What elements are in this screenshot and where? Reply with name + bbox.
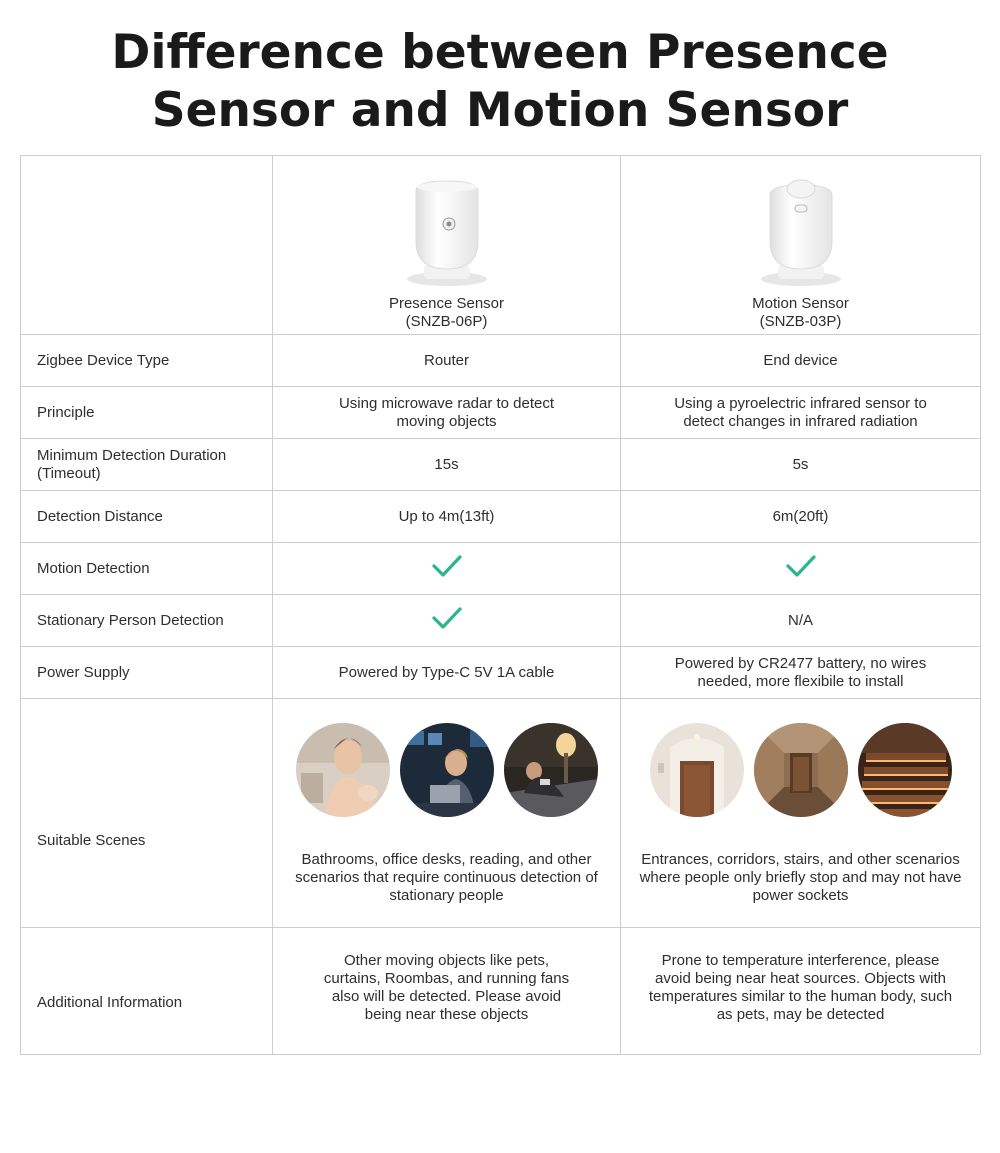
presence-zigbee-value: Router xyxy=(273,335,621,387)
table-row xyxy=(21,699,981,928)
presence-motion-detection-cell xyxy=(273,543,621,595)
table-header-row xyxy=(21,156,981,335)
reading-scene-image xyxy=(504,723,598,817)
check-icon xyxy=(431,553,463,579)
motion-scenes-value: Entrances, corridors, stairs, and other scenarios where people only briefly stop and may not have power sockets xyxy=(639,851,962,904)
motion-distance-value: 6m(20ft) xyxy=(621,491,981,543)
presence-scene-images xyxy=(273,723,620,817)
timeout-label-line-1: Minimum Detection Duration xyxy=(37,446,227,464)
presence-timeout-value: 15s xyxy=(273,439,621,491)
row-label-scenes: Suitable Scenes xyxy=(37,832,146,849)
motion-scene-images xyxy=(621,723,980,817)
motion-stationary-value: N/A xyxy=(621,595,981,647)
page-title xyxy=(0,24,1000,140)
office-desk-scene-image xyxy=(400,723,494,817)
motion-scenes-cell xyxy=(621,699,981,928)
row-label-scenes-cell xyxy=(21,699,273,928)
row-label-power: Power Supply xyxy=(21,647,273,699)
motion-sensor-model: (SNZB-03P) xyxy=(759,313,842,330)
presence-power-value: Powered by Type-C 5V 1A cable xyxy=(273,647,621,699)
comparison-table xyxy=(20,155,981,1055)
presence-stationary-cell xyxy=(273,595,621,647)
check-icon xyxy=(785,553,817,579)
row-label-additional: Additional Information xyxy=(37,994,183,1011)
row-label-zigbee: Zigbee Device Type xyxy=(21,335,273,387)
presence-sensor-name: Presence Sensor xyxy=(388,295,505,312)
table-row xyxy=(21,928,981,1055)
timeout-label-line-2: (Timeout) xyxy=(37,464,101,482)
entrance-scene-image xyxy=(650,723,744,817)
row-label-motion-detection: Motion Detection xyxy=(21,543,273,595)
row-label-distance: Detection Distance xyxy=(21,491,273,543)
row-label-timeout xyxy=(21,439,273,491)
presence-scenes-cell xyxy=(273,699,621,928)
motion-principle-value: Using a pyroelectric infrared sensor to detect changes in infrared radiation xyxy=(674,394,927,430)
motion-sensor-header xyxy=(621,156,981,335)
motion-power-value: Powered by CR2477 battery, no wires needed, more flexibile to install xyxy=(674,654,927,690)
presence-sensor-image xyxy=(402,179,492,289)
motion-zigbee-value: End device xyxy=(621,335,981,387)
table-row xyxy=(21,439,981,491)
check-icon xyxy=(431,605,463,631)
table-row xyxy=(21,595,981,647)
presence-scenes-value: Bathrooms, office desks, reading, and other scenarios that require continuous detection of stationary people xyxy=(295,851,598,904)
motion-additional-cell xyxy=(621,928,981,1055)
motion-sensor-image xyxy=(756,179,846,289)
motion-motion-detection-cell xyxy=(621,543,981,595)
row-label-principle: Principle xyxy=(21,387,273,439)
presence-sensor-header xyxy=(273,156,621,335)
title-line-1: Difference between Presence xyxy=(111,25,889,80)
presence-distance-value: Up to 4m(13ft) xyxy=(273,491,621,543)
row-label-additional-cell xyxy=(21,928,273,1055)
table-row xyxy=(21,647,981,699)
stairs-scene-image xyxy=(858,723,952,817)
table-row xyxy=(21,335,981,387)
table-row xyxy=(21,387,981,439)
motion-power-cell xyxy=(621,647,981,699)
motion-additional-value: Prone to temperature interference, please avoid being near heat sources. Objects with temperatures similar to the human body, such as pets, may be detected xyxy=(648,952,953,1023)
title-line-2: Sensor and Motion Sensor xyxy=(151,83,849,138)
presence-principle-value: Using microwave radar to detect moving objects xyxy=(338,394,555,430)
table-row xyxy=(21,491,981,543)
header-empty-cell xyxy=(21,156,273,335)
table-row xyxy=(21,543,981,595)
presence-principle-cell xyxy=(273,387,621,439)
row-label-stationary: Stationary Person Detection xyxy=(21,595,273,647)
motion-timeout-value: 5s xyxy=(621,439,981,491)
motion-principle-cell xyxy=(621,387,981,439)
corridor-scene-image xyxy=(754,723,848,817)
presence-additional-cell xyxy=(273,928,621,1055)
presence-additional-value: Other moving objects like pets, curtains, Roombas, and running fans also will be detected. Please avoid being near these objects xyxy=(323,952,570,1023)
motion-sensor-name: Motion Sensor xyxy=(752,295,849,312)
presence-sensor-model: (SNZB-06P) xyxy=(405,313,488,330)
bathroom-scene-image xyxy=(296,723,390,817)
